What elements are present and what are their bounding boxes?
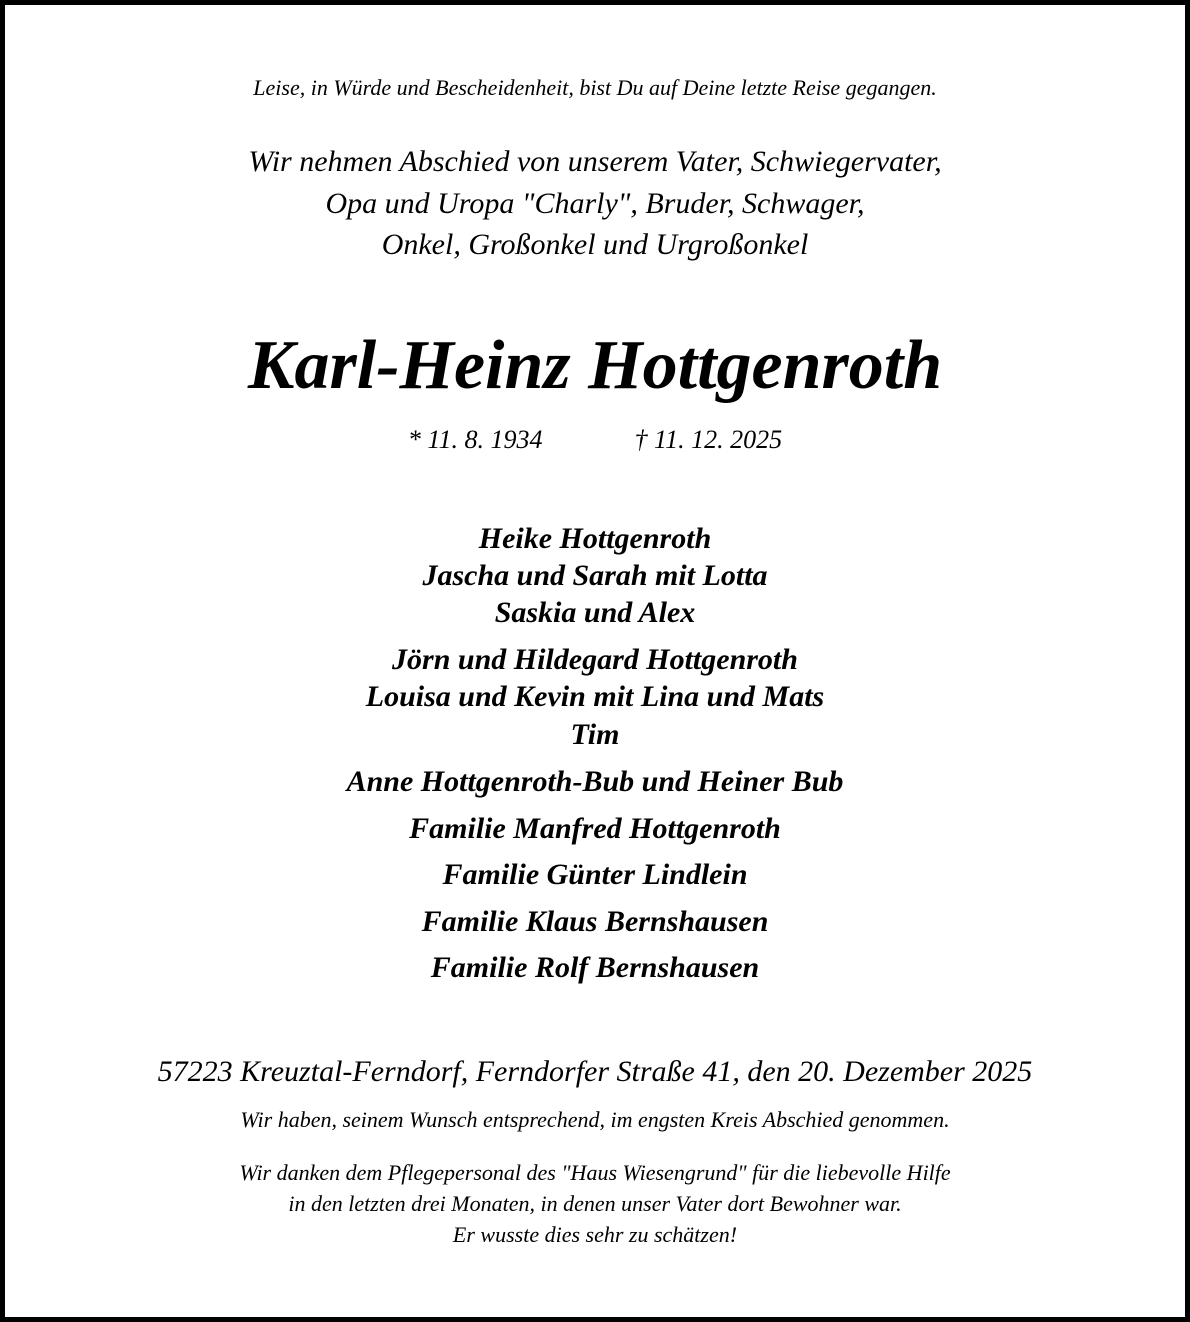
farewell-note: Wir haben, seinem Wunsch entsprechend, im engsten Kreis Abschied genommen. [240,1107,950,1132]
death-date: † 11. 12. 2025 [634,425,783,454]
mourner-line: Familie Rolf Bernshausen [430,951,760,984]
mourner-line: Tim [570,718,620,751]
thanks-line: in den letzten drei Monaten, in denen unser Vater dort Bewohner war. [288,1191,902,1216]
mourner-line: Familie Klaus Bernshausen [421,905,769,938]
mourner-line: Anne Hottgenroth-Bub und Heiner Bub [346,765,844,798]
address-line: 57223 Kreuztal-Ferndorf, Ferndorfer Straße 41, den 20. Dezember 2025 [157,1055,1033,1088]
life-dates [0,424,1190,456]
mourner-line: Louisa und Kevin mit Lina und Mats [365,680,825,713]
deceased-name: Karl-Heinz Hottgenroth [247,327,943,404]
mourner-line: Familie Günter Lindlein [442,858,748,891]
mourner-line: Familie Manfred Hottgenroth [409,812,781,845]
mourner-line: Heike Hottgenroth [478,522,712,555]
intro-line: Wir nehmen Abschied von unserem Vater, Schwiegervater, [248,145,942,178]
birth-date: * 11. 8. 1934 [407,425,543,454]
motto-text: Leise, in Würde und Bescheidenheit, bist Du auf Deine letzte Reise gegangen. [253,75,937,100]
intro-line: Onkel, Großonkel und Urgroßonkel [381,228,809,261]
mourner-line: Jörn und Hildegard Hottgenroth [392,643,798,676]
mourner-line: Saskia und Alex [494,596,696,629]
thanks-line: Wir danken dem Pflegepersonal des "Haus Wiesengrund" für die liebevolle Hilfe [239,1160,951,1185]
intro-line: Opa und Uropa "Charly", Bruder, Schwager, [325,187,865,220]
thanks-line: Er wusste dies sehr zu schätzen! [452,1222,738,1247]
mourner-line: Jascha und Sarah mit Lotta [422,559,768,592]
